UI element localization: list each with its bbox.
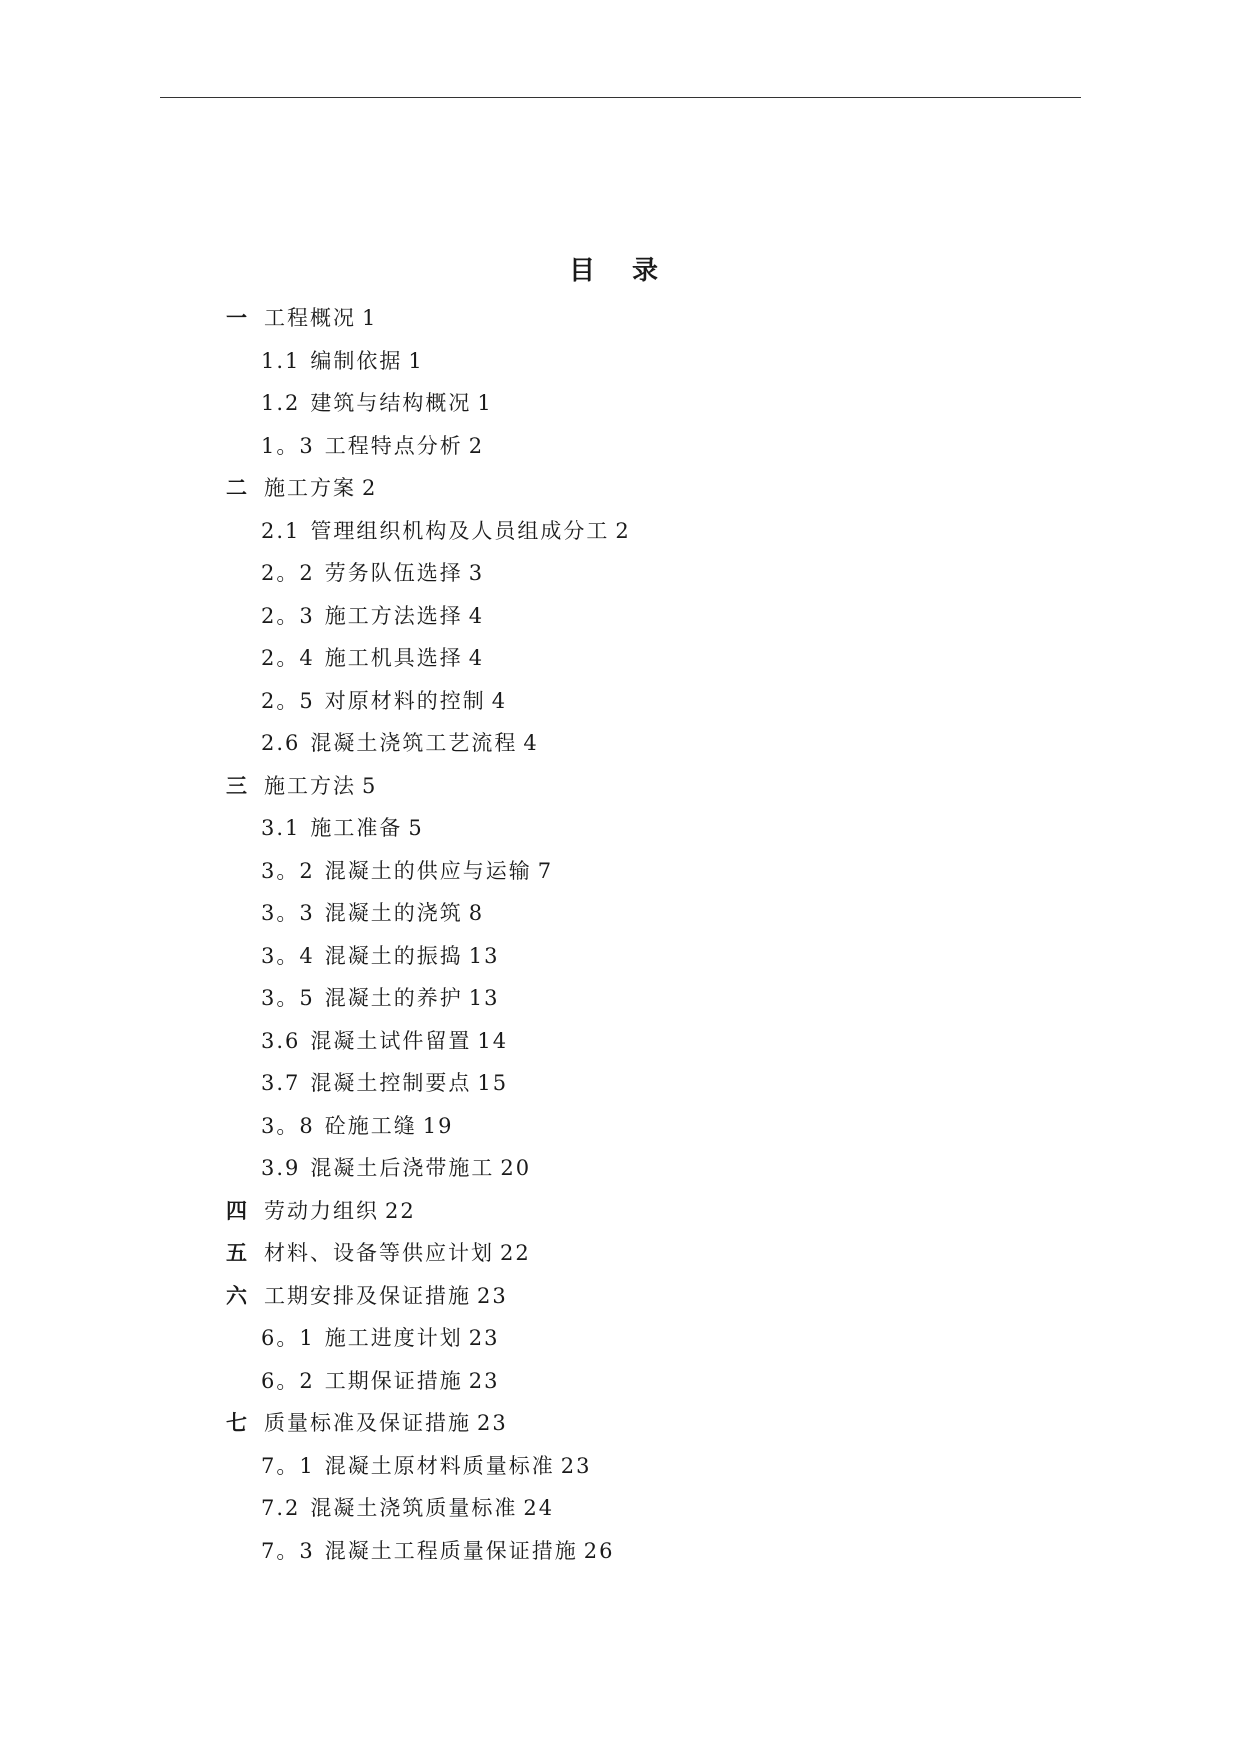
toc-entry-page: 4 — [468, 603, 485, 628]
toc-entry-number: 7。3 — [261, 1538, 315, 1563]
toc-entry-number: 3.7 — [261, 1071, 301, 1095]
toc-entry-text: 混凝土原材料质量标准 — [324, 1453, 555, 1478]
toc-entry-page: 23 — [560, 1453, 592, 1478]
toc-entry-number: 3。4 — [261, 943, 315, 968]
toc-entry[interactable] — [0, 935, 1241, 978]
toc-entry-text: 砼施工缝 — [324, 1113, 417, 1138]
toc-entry-number: 2。3 — [261, 603, 315, 628]
toc-entry-page: 13 — [468, 986, 500, 1010]
toc-entry-number: 3.9 — [261, 1156, 301, 1180]
toc-entry-page: 15 — [477, 1071, 509, 1095]
toc-entry-number: 1。3 — [261, 433, 315, 458]
toc-entry-text: 施工进度计划 — [324, 1326, 463, 1350]
toc-entry-number: 3.1 — [261, 816, 301, 840]
toc-entry[interactable] — [0, 1020, 1241, 1063]
toc-entry-page: 4 — [523, 731, 539, 755]
toc-entry-number: 6。2 — [261, 1368, 315, 1393]
toc-entry-page: 24 — [523, 1496, 555, 1520]
toc-entry-page: 1 — [477, 391, 493, 415]
toc-entry-text: 混凝土的浇筑 — [324, 901, 463, 925]
toc-entry-number: 7。1 — [261, 1453, 315, 1478]
header-rule — [160, 97, 1081, 98]
toc-entry[interactable] — [0, 1062, 1241, 1105]
toc-entry-number: 2。4 — [261, 646, 315, 670]
toc-entry-page: 4 — [491, 688, 508, 713]
toc-entry-number: 二 — [226, 475, 249, 500]
toc-entry-page: 23 — [477, 1283, 508, 1308]
toc-entry-number: 六 — [226, 1282, 249, 1308]
toc-entry[interactable] — [0, 722, 1241, 765]
toc-entry-text: 混凝土试件留置 — [310, 1028, 472, 1053]
toc-entry[interactable] — [0, 340, 1241, 383]
toc-entry[interactable] — [0, 977, 1241, 1020]
toc-entry-text: 混凝土浇筑质量标准 — [310, 1496, 518, 1520]
toc-entry[interactable] — [0, 1190, 1241, 1233]
toc-entry-text: 混凝土控制要点 — [310, 1071, 472, 1095]
toc-entry-page: 23 — [468, 1368, 500, 1393]
toc-entry-page: 14 — [477, 1028, 509, 1053]
toc-entry-text: 混凝土的振捣 — [324, 943, 463, 968]
toc-entry-number: 3。2 — [261, 858, 315, 883]
toc-entry-number: 五 — [226, 1240, 249, 1265]
toc-entry-page: 22 — [500, 1241, 531, 1265]
toc-entry-number: 一 — [226, 305, 249, 330]
toc-entry[interactable] — [0, 765, 1241, 808]
toc-entry[interactable] — [0, 680, 1241, 723]
toc-entry[interactable] — [0, 595, 1241, 638]
toc-entry-text: 施工准备 — [310, 816, 403, 840]
toc-entry-page: 13 — [468, 943, 500, 968]
toc-entry-text: 施工方法 — [264, 773, 356, 798]
toc-entry[interactable] — [0, 425, 1241, 468]
toc-entry-page: 23 — [477, 1411, 508, 1435]
toc-entry-number: 1.2 — [261, 391, 301, 415]
toc-entry-page: 20 — [500, 1156, 532, 1180]
toc-entry[interactable] — [0, 1317, 1241, 1360]
toc-entry-text: 混凝土的养护 — [324, 986, 463, 1010]
toc-entry-number: 四 — [226, 1197, 249, 1223]
toc-entry[interactable] — [0, 1360, 1241, 1403]
toc-entry-number: 2.6 — [261, 731, 301, 755]
toc-entry-text: 劳动力组织 — [264, 1198, 379, 1223]
toc-entry-page: 5 — [408, 816, 424, 840]
toc-entry-text: 混凝土工程质量保证措施 — [324, 1538, 578, 1563]
toc-entry-number: 3.6 — [261, 1028, 301, 1053]
toc-entry-number: 2.1 — [261, 518, 301, 543]
toc-entry-number: 7.2 — [261, 1496, 301, 1520]
toc-entry-page: 22 — [385, 1198, 416, 1223]
toc-entry-page: 1 — [362, 306, 378, 330]
toc-entry[interactable] — [0, 1105, 1241, 1148]
toc-entry-text: 施工机具选择 — [324, 646, 463, 670]
toc-entry-text: 工程概况 — [264, 306, 356, 330]
toc-entry-text: 材料、设备等供应计划 — [264, 1241, 494, 1265]
toc-entry[interactable] — [0, 510, 1241, 553]
toc-entry-page: 2 — [468, 433, 485, 458]
toc-entry-number: 三 — [226, 772, 249, 798]
toc-entry[interactable] — [0, 1487, 1241, 1530]
toc-entry-text: 管理组织机构及人员组成分工 — [310, 518, 610, 543]
toc-entry[interactable] — [0, 552, 1241, 595]
toc-entry-page: 19 — [422, 1113, 454, 1138]
toc-entry-text: 劳务队伍选择 — [324, 561, 463, 585]
toc-entry[interactable] — [0, 1402, 1241, 1445]
toc-entry-text: 混凝土的供应与运输 — [324, 858, 532, 883]
toc-entry-text: 工程特点分析 — [324, 433, 463, 458]
toc-entry[interactable] — [0, 1275, 1241, 1318]
toc-entry-page: 3 — [468, 561, 485, 585]
toc-entry-text: 施工方法选择 — [324, 603, 463, 628]
toc-entry[interactable] — [0, 1232, 1241, 1275]
toc-entry-text: 对原材料的控制 — [324, 688, 486, 713]
toc-entry[interactable] — [0, 382, 1241, 425]
toc-entry-text: 施工方案 — [264, 476, 356, 500]
toc-entry-text: 编制依据 — [310, 348, 403, 373]
toc-entry-page: 2 — [615, 518, 631, 543]
toc-entry-page: 5 — [362, 773, 378, 798]
toc-entry-number: 3。3 — [261, 901, 315, 925]
toc-entry[interactable] — [0, 467, 1241, 510]
toc-entry-number: 2。2 — [261, 561, 315, 585]
toc-entry[interactable] — [0, 1530, 1241, 1573]
toc-entry-number: 2。5 — [261, 688, 315, 713]
toc-entry[interactable] — [0, 807, 1241, 850]
toc-entry-page: 8 — [468, 901, 485, 925]
toc-entry-page: 1 — [408, 348, 424, 373]
toc-entry[interactable] — [0, 297, 1241, 340]
toc-entry-text: 建筑与结构概况 — [310, 391, 472, 415]
toc-entry-page: 7 — [537, 858, 554, 883]
toc-entry-text: 工期保证措施 — [324, 1368, 463, 1393]
toc-entry-number: 3。8 — [261, 1113, 315, 1138]
toc-list — [0, 297, 1241, 1572]
toc-entry-number: 七 — [226, 1410, 249, 1435]
toc-entry[interactable] — [0, 637, 1241, 680]
toc-entry-page: 4 — [468, 646, 485, 670]
toc-entry[interactable] — [0, 1445, 1241, 1488]
toc-entry-text: 质量标准及保证措施 — [264, 1411, 471, 1435]
toc-entry-text: 混凝土浇筑工艺流程 — [310, 731, 518, 755]
toc-entry-number: 1.1 — [261, 348, 301, 373]
toc-entry-text: 混凝土后浇带施工 — [310, 1156, 495, 1180]
toc-entry[interactable] — [0, 892, 1241, 935]
toc-entry[interactable] — [0, 1147, 1241, 1190]
toc-entry-number: 3。5 — [261, 986, 315, 1010]
toc-entry[interactable] — [0, 850, 1241, 893]
toc-entry-number: 6。1 — [261, 1326, 315, 1350]
toc-entry-page: 2 — [362, 476, 378, 500]
toc-entry-text: 工期安排及保证措施 — [264, 1283, 471, 1308]
toc-title: 目 录 — [568, 256, 673, 286]
toc-entry-page: 23 — [468, 1326, 500, 1350]
toc-entry-page: 26 — [583, 1538, 615, 1563]
